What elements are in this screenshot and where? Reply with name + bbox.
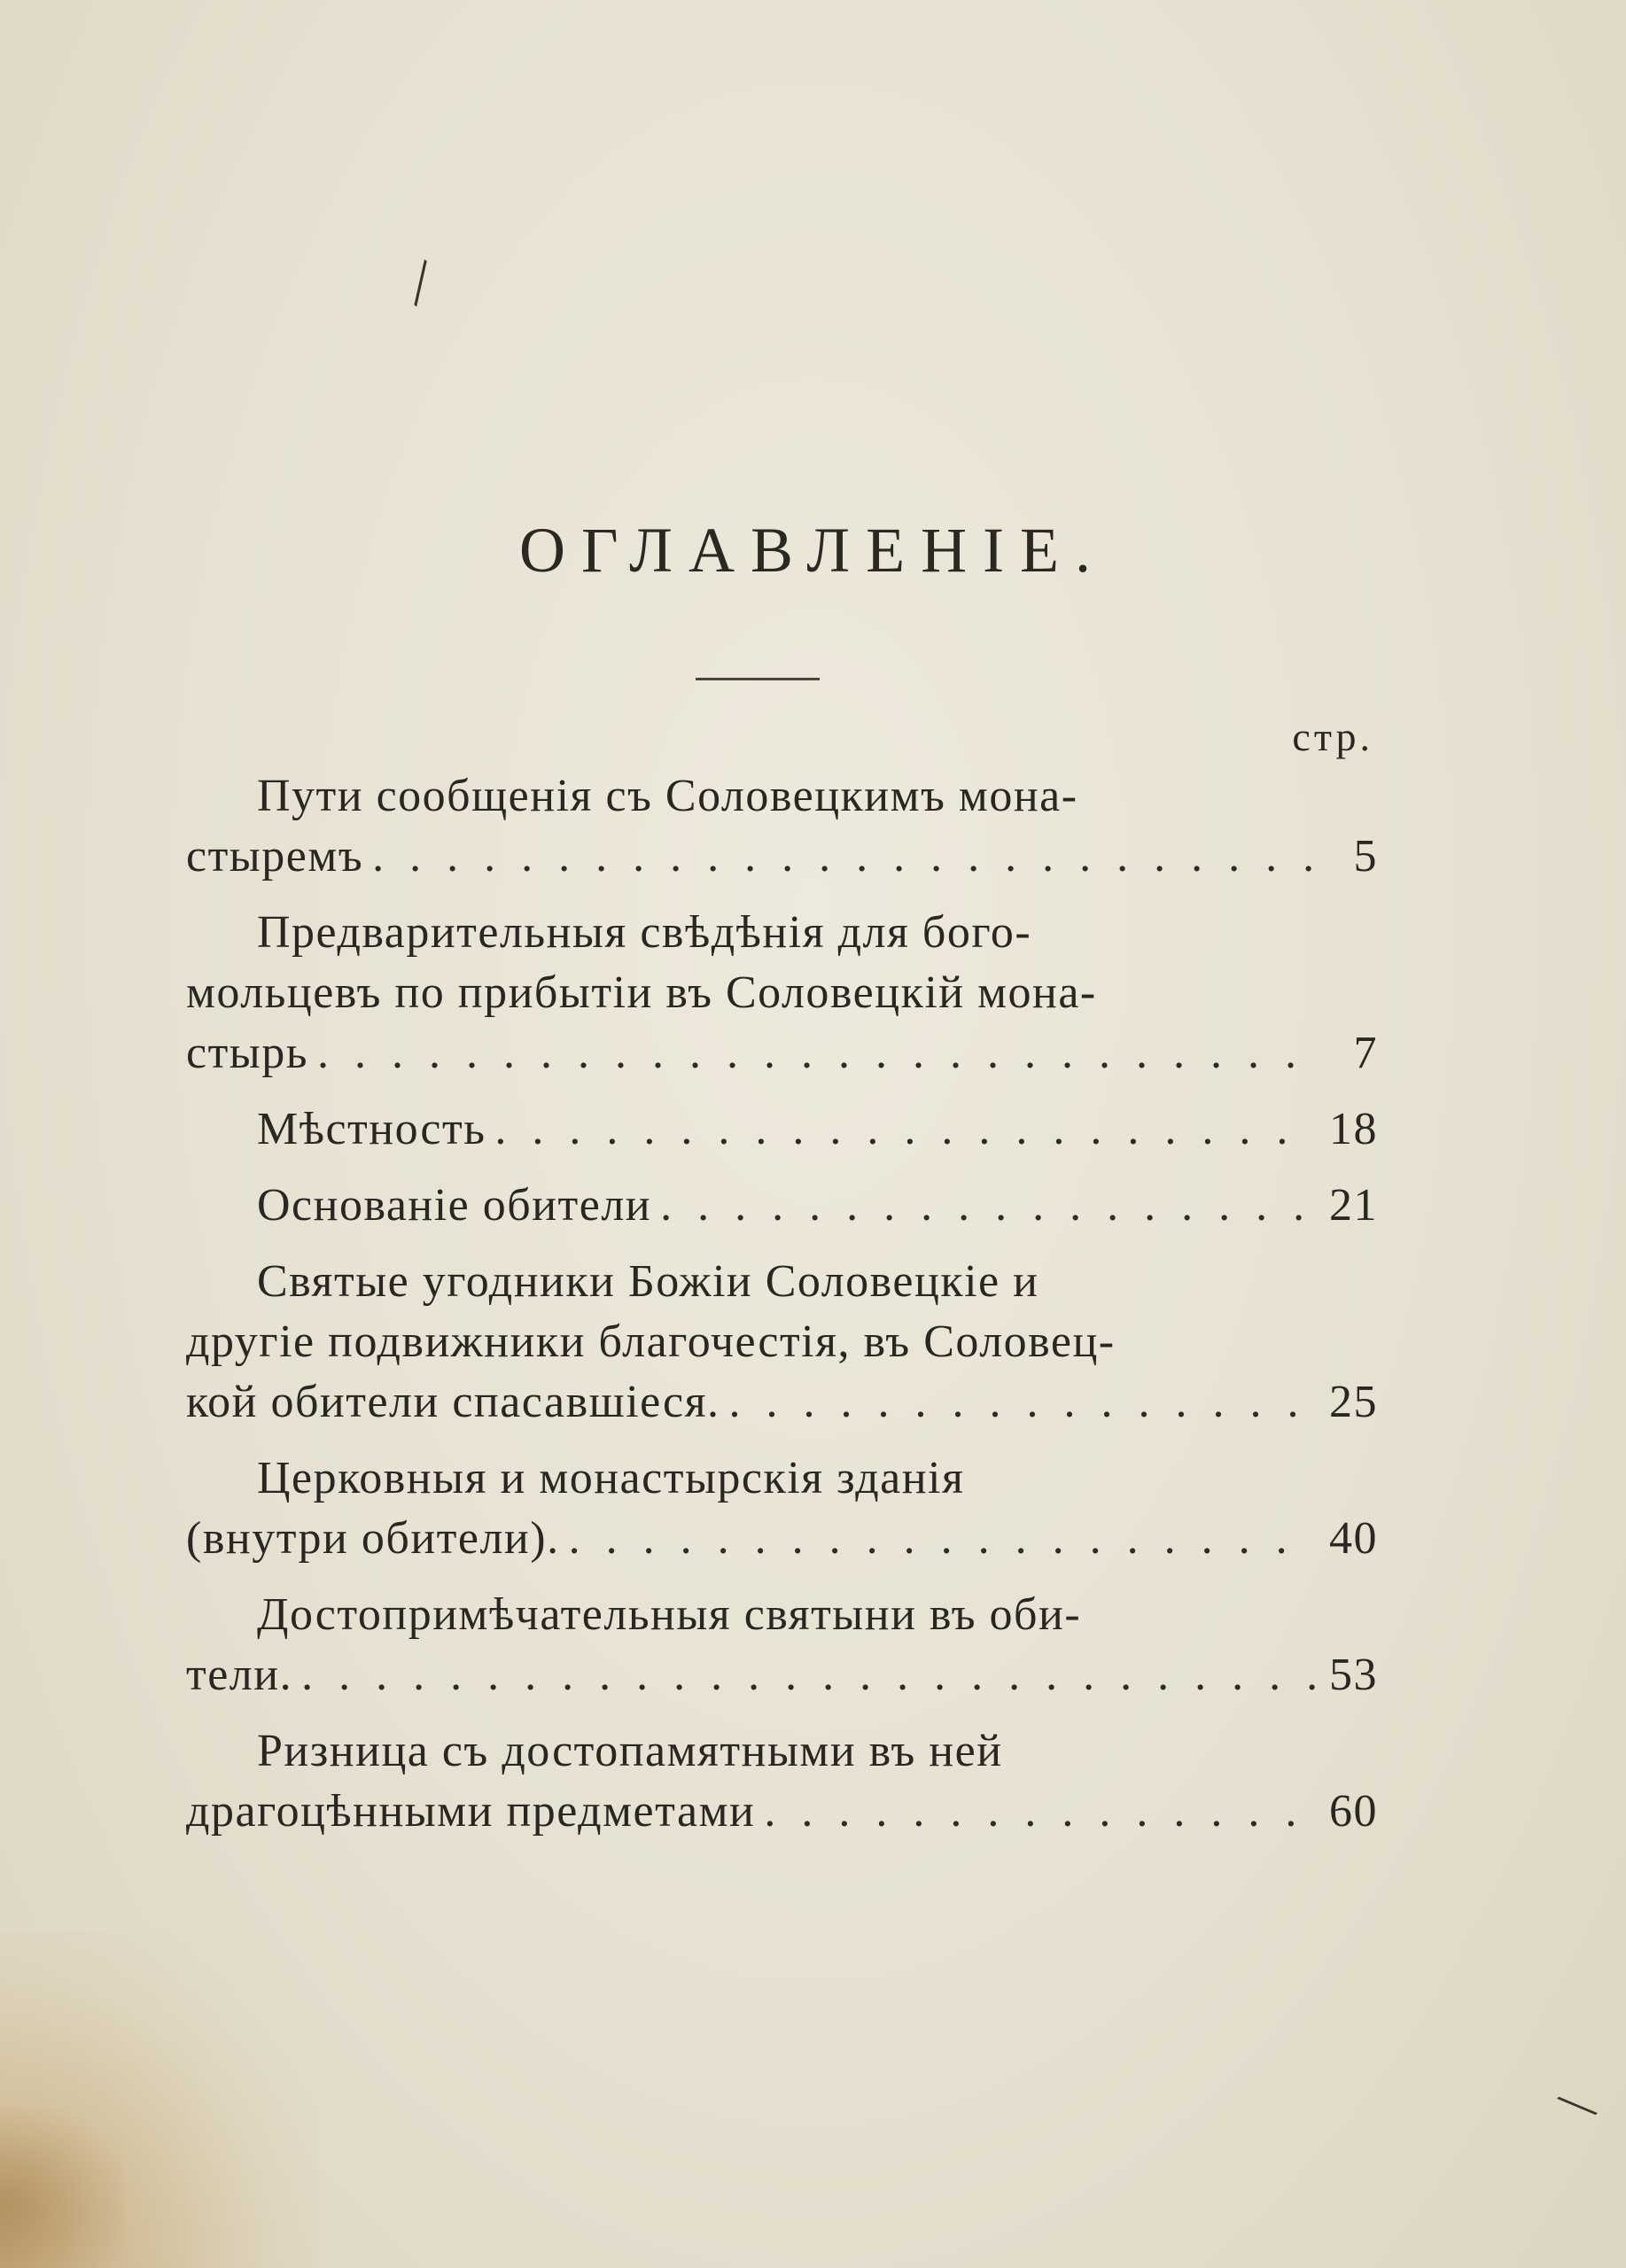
page-column-label: стр. — [1292, 714, 1373, 759]
dot-leader — [660, 1176, 1316, 1236]
title-divider — [696, 678, 820, 680]
toc-page-number: 21 — [1329, 1180, 1378, 1231]
toc-entry — [186, 1449, 1378, 1569]
toc-entry — [186, 1585, 1378, 1705]
toc-entry-text: Основаніе обители — [257, 1180, 652, 1231]
toc-entry-final-line — [186, 1176, 1378, 1236]
toc-entry — [186, 1099, 1378, 1160]
toc-entry-text: стыремъ — [186, 831, 364, 882]
toc-entry-final-line — [186, 1645, 1378, 1705]
toc-entry-text: тели. — [186, 1650, 293, 1700]
toc-entry — [186, 903, 1378, 1084]
dot-leader — [372, 827, 1316, 887]
ink-fleck: ╲ — [1559, 2085, 1598, 2127]
dot-leader — [764, 1782, 1316, 1842]
toc-page-number: 40 — [1329, 1513, 1378, 1564]
toc-entry-line: Святые угодники Божіи Соловецкіе и — [257, 1256, 1039, 1307]
toc-entry-final-line — [186, 1023, 1378, 1084]
dot-leader — [494, 1099, 1316, 1160]
dot-leader — [301, 1645, 1316, 1705]
toc-entry-line: Предварительныя свѣдѣнія для бого- — [257, 907, 1032, 958]
toc-page-number: 60 — [1329, 1786, 1378, 1837]
toc-entry — [186, 766, 1378, 887]
dot-leader — [569, 1509, 1316, 1569]
table-of-contents — [186, 766, 1378, 1858]
ink-fleck: ╲ — [399, 260, 442, 307]
toc-entry-line: Церковныя и монастырскія зданія — [257, 1453, 965, 1503]
age-stain-dark — [0, 2109, 124, 2268]
toc-page-number: 53 — [1329, 1650, 1378, 1700]
toc-entry-text: драгоцѣнными предметами — [186, 1786, 756, 1837]
dot-leader — [729, 1372, 1316, 1433]
toc-entry-final-line — [186, 1509, 1378, 1569]
toc-entry-text: стырь — [186, 1028, 308, 1078]
age-stain — [0, 1931, 319, 2268]
toc-page-number: 7 — [1353, 1028, 1378, 1078]
toc-entry-text: (внутри обители). — [186, 1513, 560, 1564]
toc-entry — [186, 1252, 1378, 1433]
toc-entry-text: кой обители спасавшіеся. — [186, 1377, 720, 1427]
toc-entry-line: Ризница съ достопамятными въ ней — [257, 1726, 1003, 1776]
toc-entry-text: Мѣстность — [257, 1104, 486, 1154]
page-title: ОГЛАВЛЕНІЕ. — [518, 515, 1108, 586]
toc-entry-final-line — [186, 1372, 1378, 1433]
toc-page-number: 25 — [1329, 1377, 1378, 1427]
toc-entry-line: мольцевъ по прибытіи въ Соловецкій мона- — [186, 967, 1097, 1018]
toc-entry-final-line — [186, 1782, 1378, 1842]
toc-entry-line: Достопримѣчательныя святыни въ оби- — [257, 1589, 1082, 1640]
toc-entry-line: Пути сообщенія съ Соловецкимъ мона- — [257, 771, 1078, 821]
toc-entry — [186, 1721, 1378, 1842]
toc-entry-final-line — [186, 827, 1378, 887]
toc-page-number: 18 — [1329, 1104, 1378, 1154]
toc-page-number: 5 — [1353, 831, 1378, 882]
toc-entry-line: другіе подвижники благочестія, въ Соловец- — [186, 1317, 1116, 1367]
toc-entry-final-line — [186, 1099, 1378, 1160]
toc-entry — [186, 1176, 1378, 1236]
dot-leader — [317, 1023, 1316, 1084]
